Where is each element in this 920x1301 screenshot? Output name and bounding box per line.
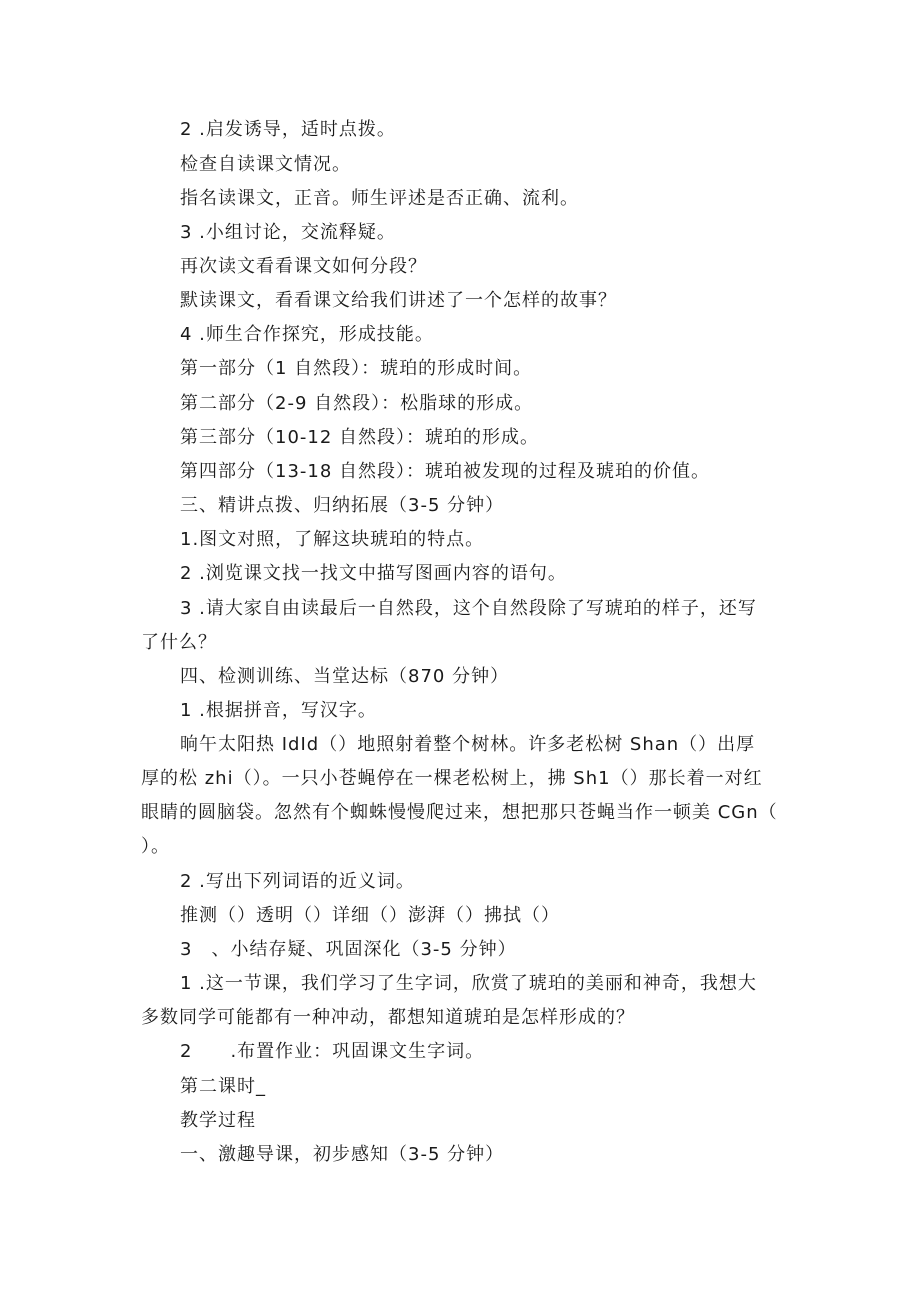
paragraph: 检查自读课文情况。 [180, 154, 351, 175]
exercise-text: 眼睛的圆脑袋。忽然有个蜘蛛慢慢爬过来，想把那只苍蝇当作一顿美 CGn（ [141, 802, 778, 823]
lesson-2-title: 第二课时_ [180, 1076, 266, 1097]
paragraph: 1.图文对照，了解这块琥珀的特点。 [180, 529, 485, 550]
exercise-text: 厚的松 zhi（）。一只小苍蝇停在一棵老松树上，拂 Sh1（）那长着一对红 [141, 768, 763, 789]
step-4-heading: 4 .师生合作探究，形成技能。 [180, 324, 434, 345]
step-2-heading: 2 .启发诱导，适时点拨。 [180, 119, 396, 140]
paragraph: 默读课文，看看课文给我们讲述了一个怎样的故事？ [180, 290, 617, 311]
section-heading-4: 四、检测训练、当堂达标（870 分钟） [180, 666, 510, 687]
paragraph-continuation: 多数同学可能都有一种冲动，都想知道琥珀是怎样形成的？ [141, 1007, 635, 1028]
paragraph: 1 .这一节课，我们学习了生字词，欣赏了琥珀的美丽和神奇，我想大 [180, 973, 757, 994]
step-3-heading: 3 .小组讨论，交流释疑。 [180, 222, 396, 243]
paragraph: 3 .请大家自由读最后一自然段，这个自然段除了写琥珀的样子，还写 [180, 598, 757, 619]
exercise-1-heading: 1 .根据拼音，写汉字。 [180, 700, 377, 721]
paragraph: 指名读课文，正音。师生评述是否正确、流利。 [180, 188, 579, 209]
section-part-4: 第四部分（13-18 自然段）：琥珀被发现的过程及琥珀的价值。 [180, 461, 711, 482]
section-heading-3: 三、精讲点拨、归纳拓展（3-5 分钟） [180, 495, 505, 516]
exercise-text: ）。 [141, 836, 170, 857]
teaching-process-heading: 教学过程 [180, 1110, 256, 1131]
section-part-1: 第一部分（1 自然段）：琥珀的形成时间。 [180, 358, 533, 379]
section-heading-1: 一、激趣导课，初步感知（3-5 分钟） [180, 1144, 505, 1165]
paragraph: 再次读文看看课文如何分段？ [180, 256, 427, 277]
exercise-2-heading: 2 .写出下列词语的近义词。 [180, 871, 415, 892]
exercise-text: 晌午太阳热 IdId（）地照射着整个树林。许多老松树 Shan（）出厚 [180, 734, 756, 755]
paragraph: 2 .浏览课文找一找文中描写图画内容的语句。 [180, 563, 567, 584]
homework-line: 2 .布置作业：巩固课文生字词。 [180, 1041, 485, 1062]
section-part-3: 第三部分（10-12 自然段）：琥珀的形成。 [180, 427, 540, 448]
section-part-2: 第二部分（2-9 自然段）：松脂球的形成。 [180, 393, 534, 414]
paragraph-continuation: 了什么？ [141, 632, 217, 653]
section-heading-5: 3 、小结存疑、巩固深化（3-5 分钟） [180, 939, 517, 960]
exercise-text: 推测（）透明（）详细（）澎湃（）拂拭（） [180, 905, 560, 926]
